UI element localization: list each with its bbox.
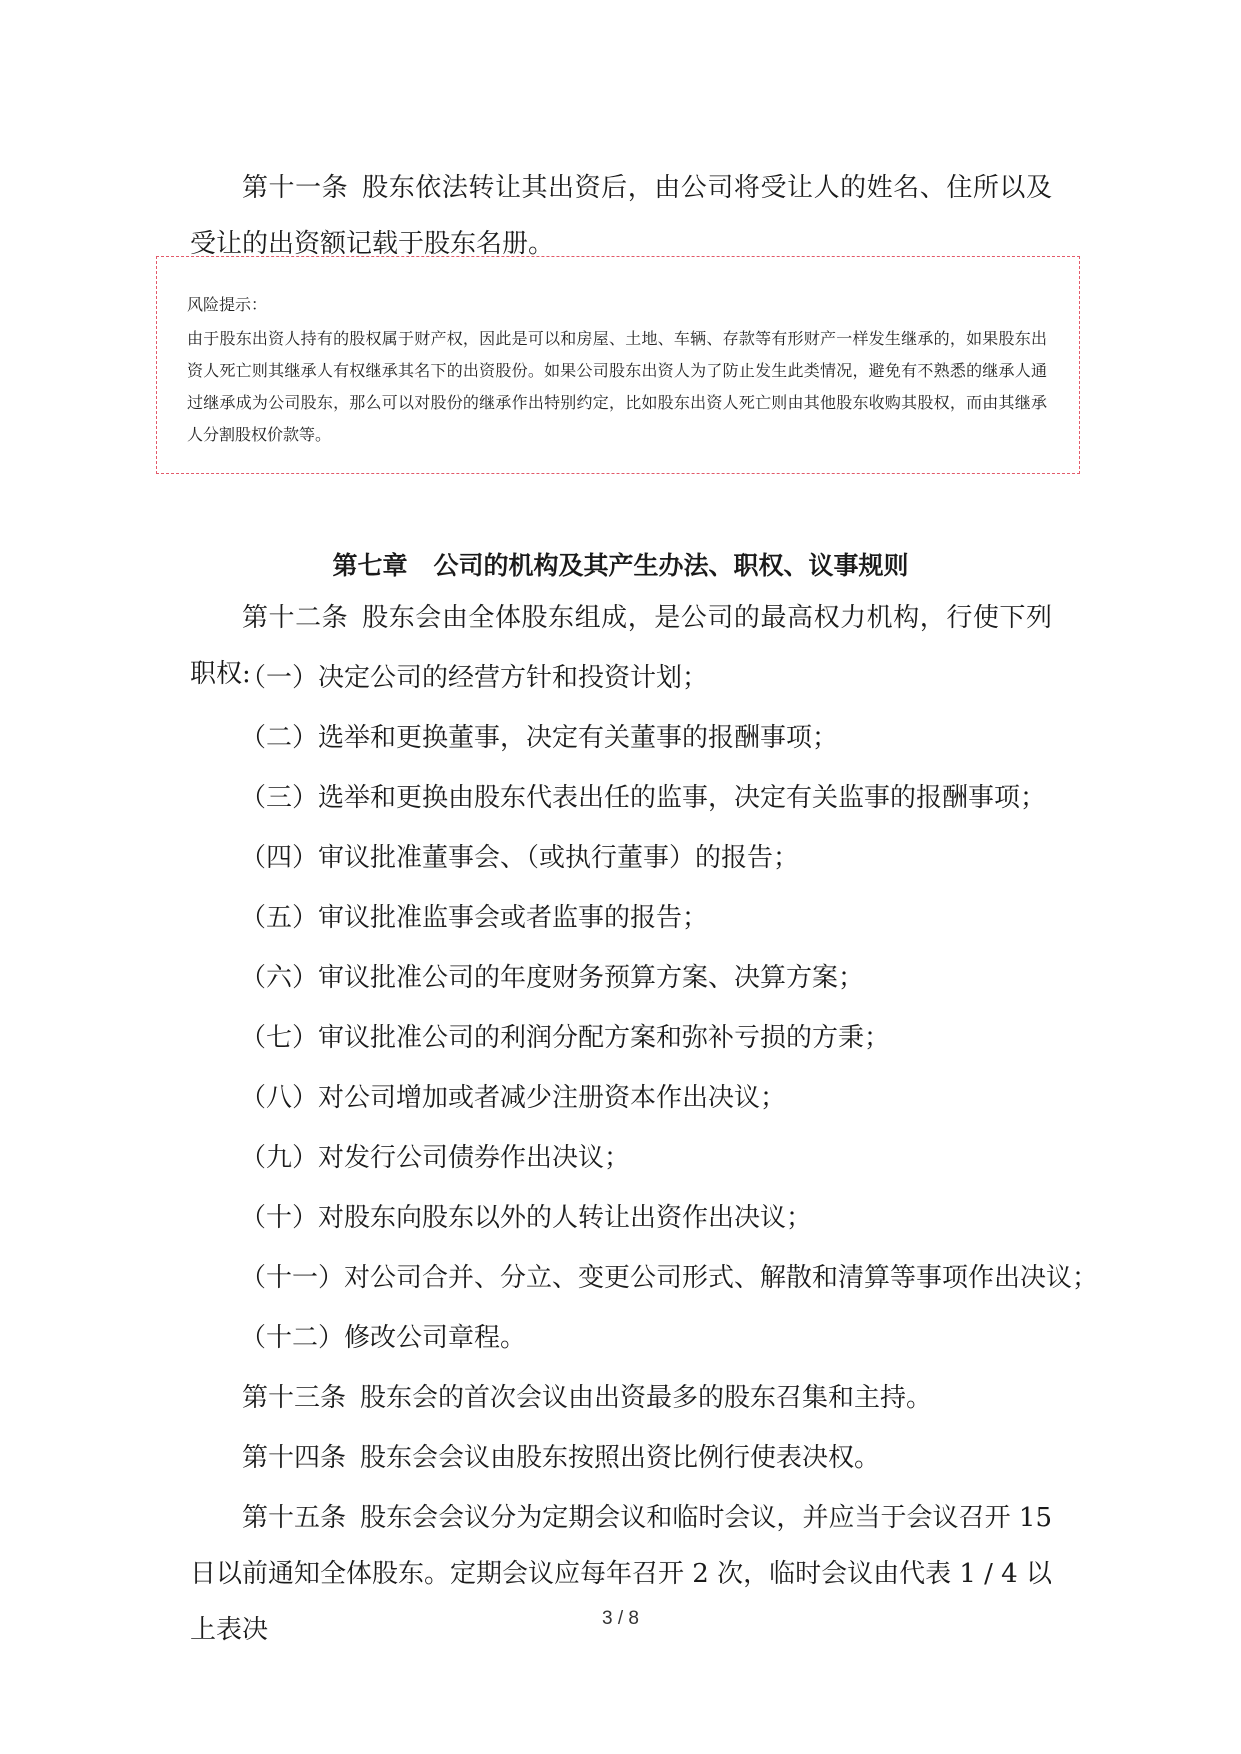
chapter-heading [0, 548, 1241, 584]
power-item-1: （一）决定公司的经营方针和投资计划； [240, 663, 709, 693]
article-15-label: 第十五条 [242, 1503, 347, 1533]
article-13 [190, 1370, 1052, 1426]
power-item-5: （五）审议批准监事会或者监事的报告； [240, 903, 709, 933]
article-14 [190, 1430, 1052, 1486]
article-13-label: 第十三条 [242, 1383, 347, 1413]
article-14-label: 第十四条 [242, 1443, 347, 1473]
risk-notice-box [156, 256, 1080, 474]
chapter-number: 第七章 [332, 551, 408, 580]
power-item-2: （二）选举和更换董事，决定有关董事的报酬事项； [240, 723, 839, 753]
article-14-text: 股东会会议由股东按照出资比例行使表决权。 [360, 1443, 881, 1473]
chapter-title: 公司的机构及其产生办法、职权、议事规则 [433, 551, 909, 580]
article-12-text: 股东会由全体股东组成，是公司的最高权力机构，行使下列职权: [190, 603, 1052, 689]
article-13-text: 股东会的首次会议由出资最多的股东召集和主持。 [360, 1383, 933, 1413]
article-15-text: 股东会会议分为定期会议和临时会议，并应当于会议召开 15 日以前通知全体股东。定期会议应每年召开 2 次，临时会议由代表 1 / 4 以上表决 [190, 1503, 1052, 1645]
risk-notice-title: 风险提示： [187, 295, 268, 314]
article-12-label: 第十二条 [242, 603, 349, 633]
power-item-10: （十）对股东向股东以外的人转让出资作出决议； [240, 1203, 813, 1233]
power-item-11: （十一）对公司合并、分立、变更公司形式、解散和清算等事项作出决议； [240, 1263, 1099, 1293]
power-item-4: （四）审议批准董事会、（或执行董事）的报告； [240, 843, 800, 873]
power-item-12: （十二）修改公司章程。 [240, 1323, 527, 1353]
power-item-7: （七）审议批准公司的利润分配方案和弥补亏损的方秉； [240, 1023, 891, 1053]
power-item-9: （九）对发行公司债券作出决议； [240, 1143, 631, 1173]
power-item-6: （六）审议批准公司的年度财务预算方案、决算方案； [240, 963, 865, 993]
risk-notice-body: 由于股东出资人持有的股权属于财产权，因此是可以和房屋、土地、车辆、存款等有形财产一样发生继承的，如果股东出资人死亡则其继承人有权继承其名下的出资股份。如果公司股东出资人为了防止发生此类情况，避免有不熟悉的继承人通过继承成为公司股东，那么可以对股份的继承作出特别约定，比如股东出资人死亡则由其他股东收购其股权，而由其继承人分割股权价款等。 [187, 329, 1047, 444]
article-15 [190, 1490, 1052, 1658]
power-item-3: （三）选举和更换由股东代表出任的监事，决定有关监事的报酬事项； [240, 783, 1047, 813]
article-11-text: 股东依法转让其出资后，由公司将受让人的姓名、住所以及受让的出资额记载于股东名册。 [190, 173, 1052, 259]
page-number: 3 / 8 [602, 1608, 639, 1629]
article-11-label: 第十一条 [242, 173, 349, 203]
power-item-8: （八）对公司增加或者减少注册资本作出决议； [240, 1083, 787, 1113]
